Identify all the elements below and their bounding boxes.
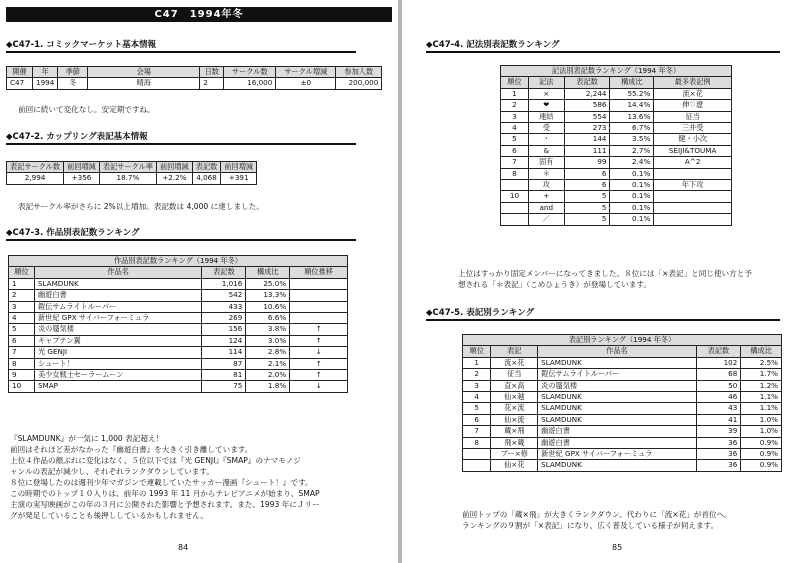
table-cell: 6 xyxy=(463,414,491,425)
table-cell: 固有 xyxy=(528,157,564,168)
table-cell: 46 xyxy=(696,392,741,403)
table-cell: 伸♡遼 xyxy=(654,100,732,111)
table-cell: 111 xyxy=(564,145,610,156)
table-cell: 2.0% xyxy=(246,370,290,381)
table-cell: ＊ xyxy=(528,168,564,179)
column-header: 前回増減 xyxy=(221,162,257,173)
table-caption: 作品別表記数ランキング（1994 年冬） xyxy=(9,256,348,267)
table-cell: 花×流 xyxy=(491,403,538,414)
table-row xyxy=(463,357,782,368)
table-cell: 炎の蜃気楼 xyxy=(34,324,202,335)
table-cell: ・ xyxy=(528,134,564,145)
table-cell: 仙×流 xyxy=(491,414,538,425)
column-header: 表記数 xyxy=(202,267,246,278)
section-4-title: ◆C47-4. 記法別表記数ランキング xyxy=(426,40,560,50)
table-cell: 114 xyxy=(202,347,246,358)
section-5-rule xyxy=(426,319,780,321)
section-3-title: ◆C47-3. 作品別表記数ランキング xyxy=(6,228,140,238)
table-row xyxy=(7,173,257,184)
table-cell: ↑ xyxy=(290,370,348,381)
work-ranking-table xyxy=(8,255,348,393)
table-cell: 年下攻 xyxy=(654,180,732,191)
column-header: 前回増減 xyxy=(156,162,192,173)
table-cell: 1.0% xyxy=(741,414,782,425)
column-header: 順位推移 xyxy=(290,267,348,278)
notation-ranking-table xyxy=(500,65,732,226)
table-header-row xyxy=(7,162,257,173)
table-header-row xyxy=(463,346,782,357)
table-cell: 124 xyxy=(202,335,246,346)
section-1-rule xyxy=(6,51,356,53)
chapter-title-bar: C47 1994年冬 xyxy=(6,7,392,22)
table-cell: 直×高 xyxy=(491,380,538,391)
table-cell: 433 xyxy=(202,301,246,312)
table-row xyxy=(9,370,348,381)
table-cell: 55.2% xyxy=(610,88,654,99)
section-3-paragraph xyxy=(10,433,320,521)
column-header: 記法 xyxy=(528,77,564,88)
table-cell: ↑ xyxy=(290,324,348,335)
table-row xyxy=(501,88,732,99)
table-cell: 6 xyxy=(564,168,610,179)
table-cell: 5 xyxy=(463,403,491,414)
table-cell: 飛×蔵 xyxy=(491,437,538,448)
table-cell: 6 xyxy=(501,145,529,156)
table-row xyxy=(501,134,732,145)
table-cell: 1 xyxy=(9,278,35,289)
table-cell: 41 xyxy=(696,414,741,425)
table-cell: 1.2% xyxy=(741,380,782,391)
paragraph-line: グが発足していることも後押ししているかもしれません。 xyxy=(10,511,208,520)
table-cell: 6 xyxy=(9,335,35,346)
table-cell xyxy=(501,202,529,213)
table-cell: C47 xyxy=(7,78,33,89)
table-cell: 2 xyxy=(200,78,224,89)
page-number: 84 xyxy=(178,543,189,552)
table-header-row xyxy=(501,77,732,88)
table-cell: 三井受 xyxy=(654,123,732,134)
right-page xyxy=(402,0,800,563)
column-header: 表記サークル率 xyxy=(99,162,156,173)
table-cell xyxy=(654,202,732,213)
table-cell: 6.7% xyxy=(610,123,654,134)
table-cell: 1 xyxy=(463,357,491,368)
table-row xyxy=(463,426,782,437)
table-cell: 幽遊白書 xyxy=(34,290,202,301)
table-cell xyxy=(463,460,491,471)
table-cell xyxy=(501,180,529,191)
table-cell: ↓ xyxy=(290,347,348,358)
table-cell: 征当 xyxy=(491,369,538,380)
table-row xyxy=(9,335,348,346)
table-cell: 5 xyxy=(564,214,610,225)
table-cell: 0.1% xyxy=(610,191,654,202)
column-header: 構成比 xyxy=(610,77,654,88)
paragraph-line: 前回はそれほど差がなかった『幽遊白書』を大きく引き離しています。 xyxy=(10,445,253,454)
table-cell: 5 xyxy=(9,324,35,335)
table-cell: 81 xyxy=(202,370,246,381)
table-cell: 2.5% xyxy=(741,357,782,368)
table-cell: 36 xyxy=(696,449,741,460)
table-cell: ❤ xyxy=(528,100,564,111)
table-cell: 13.3% xyxy=(246,290,290,301)
table-cell: 0.9% xyxy=(741,437,782,448)
section-5-title: ◆C47-5. 表記別ランキング xyxy=(426,308,534,318)
paragraph-line: 想される「＊表記」（こめひょうき）が登場しています。 xyxy=(458,280,652,289)
table-cell xyxy=(654,214,732,225)
column-header: 順位 xyxy=(463,346,491,357)
section-2-title: ◆C47-2. カップリング表記基本情報 xyxy=(6,132,148,142)
table-cell: 4 xyxy=(463,392,491,403)
table-header-row xyxy=(9,267,348,278)
column-header: 開催 xyxy=(7,67,33,78)
table-cell: 14.4% xyxy=(610,100,654,111)
table-cell: 25.0% xyxy=(246,278,290,289)
table-cell: + xyxy=(528,191,564,202)
table-cell: 幽遊白書 xyxy=(538,437,696,448)
table-cell: 蔵×飛 xyxy=(491,426,538,437)
table-cell: 36 xyxy=(696,437,741,448)
table-cell xyxy=(501,214,529,225)
table-row xyxy=(501,191,732,202)
table-row xyxy=(463,414,782,425)
table-row xyxy=(463,369,782,380)
table-cell: 鎧伝サムライトルーパー xyxy=(538,369,696,380)
table-cell: × xyxy=(528,88,564,99)
table-row xyxy=(7,78,382,89)
table-row xyxy=(9,381,348,392)
table-cell: 連結 xyxy=(528,111,564,122)
column-header: 年 xyxy=(33,67,58,78)
table-cell: 7 xyxy=(9,347,35,358)
column-header: 参加人数 xyxy=(336,67,382,78)
table-cell: 99 xyxy=(564,157,610,168)
table-row xyxy=(463,460,782,471)
page-number: 85 xyxy=(612,543,623,552)
table-cell: シュート！ xyxy=(34,358,202,369)
table-cell: 光 GENJI xyxy=(34,347,202,358)
table-cell: 0.1% xyxy=(610,180,654,191)
table-cell: 0.1% xyxy=(610,214,654,225)
table-cell: 仙×越 xyxy=(491,392,538,403)
table-cell: 7 xyxy=(501,157,529,168)
table-cell: 68 xyxy=(696,369,741,380)
column-header: 表記数 xyxy=(192,162,221,173)
table-cell: 2.4% xyxy=(610,157,654,168)
table-cell: 美少女戦士セーラームーン xyxy=(34,370,202,381)
table-cell: キャプテン翼 xyxy=(34,335,202,346)
table-cell: 542 xyxy=(202,290,246,301)
column-header: 前回増減 xyxy=(64,162,100,173)
column-header: 作品名 xyxy=(34,267,202,278)
table-cell: 健・小次 xyxy=(654,134,732,145)
column-header: サークル数 xyxy=(224,67,276,78)
basic-info-table xyxy=(6,66,382,90)
column-header: 表記数 xyxy=(696,346,741,357)
table-cell: 13.6% xyxy=(610,111,654,122)
table-cell: and xyxy=(528,202,564,213)
table-cell: 2,994 xyxy=(7,173,64,184)
table-row xyxy=(463,437,782,448)
table-cell xyxy=(290,313,348,324)
table-header-row xyxy=(7,67,382,78)
table-cell: 36 xyxy=(696,460,741,471)
table-cell xyxy=(463,449,491,460)
table-cell: 征当 xyxy=(654,111,732,122)
table-cell: 受 xyxy=(528,123,564,134)
table-cell: 1 xyxy=(501,88,529,99)
table-cell: 新世紀 GPX サイバーフォーミュラ xyxy=(34,313,202,324)
table-cell: 3.5% xyxy=(610,134,654,145)
section-3-rule xyxy=(6,239,356,241)
table-cell: 1.7% xyxy=(741,369,782,380)
table-cell: 7 xyxy=(463,426,491,437)
section-4-rule xyxy=(426,51,780,53)
table-row xyxy=(501,111,732,122)
table-cell: +356 xyxy=(64,173,100,184)
table-row xyxy=(501,157,732,168)
table-cell: 273 xyxy=(564,123,610,134)
table-cell xyxy=(290,301,348,312)
table-cell: 3.8% xyxy=(246,324,290,335)
table-cell: 流×花 xyxy=(654,88,732,99)
column-header: 会場 xyxy=(88,67,200,78)
table-cell: 2.8% xyxy=(246,347,290,358)
table-cell: SLAMDUNK xyxy=(538,392,696,403)
table-cell: 1.1% xyxy=(741,403,782,414)
paragraph-line: 『SLAMDUNK』が一気に 1,000 表記超え！ xyxy=(10,434,164,443)
table-row xyxy=(463,449,782,460)
column-header: 順位 xyxy=(9,267,35,278)
table-row xyxy=(9,290,348,301)
table-cell: 87 xyxy=(202,358,246,369)
coupling-info-table xyxy=(6,161,257,185)
table-cell: 1,016 xyxy=(202,278,246,289)
table-row xyxy=(9,278,348,289)
table-cell: 6 xyxy=(564,180,610,191)
paragraph-line: この時期でのトップ１０入りは、前年の 1993 年 11 月からテレビアニメが始まり、SMAP xyxy=(10,489,320,498)
table-cell: 10 xyxy=(501,191,529,202)
table-cell: 0.1% xyxy=(610,202,654,213)
column-header: 構成比 xyxy=(246,267,290,278)
table-cell: 75 xyxy=(202,381,246,392)
table-cell: 6.6% xyxy=(246,313,290,324)
table-cell: 5 xyxy=(564,202,610,213)
table-cell: 5 xyxy=(501,134,529,145)
table-cell: 新世紀 GPX サイバーフォーミュラ xyxy=(538,449,696,460)
table-cell: 8 xyxy=(463,437,491,448)
table-cell: 200,000 xyxy=(336,78,382,89)
table-cell: SLAMDUNK xyxy=(538,403,696,414)
table-cell: 43 xyxy=(696,403,741,414)
table-cell: 冬 xyxy=(58,78,88,89)
paragraph-line: ャンルの表記が減少し、それぞれランクダウンしています。 xyxy=(10,467,214,476)
table-cell: 3.0% xyxy=(246,335,290,346)
table-cell: ↓ xyxy=(290,381,348,392)
table-cell: 102 xyxy=(696,357,741,368)
table-cell: 156 xyxy=(202,324,246,335)
table-cell: 炎の蜃気楼 xyxy=(538,380,696,391)
table-cell: 幽遊白書 xyxy=(538,426,696,437)
table-cell: 0.9% xyxy=(741,460,782,471)
table-cell: 2.7% xyxy=(610,145,654,156)
column-header: 日数 xyxy=(200,67,224,78)
table-cell: 9 xyxy=(9,370,35,381)
table-row xyxy=(501,123,732,134)
table-cell xyxy=(654,191,732,202)
table-row xyxy=(501,202,732,213)
table-cell: 2 xyxy=(9,290,35,301)
table-cell: 144 xyxy=(564,134,610,145)
table-cell: SEIJI&TOUMA xyxy=(654,145,732,156)
table-cell: 1994 xyxy=(33,78,58,89)
table-cell: +391 xyxy=(221,173,257,184)
table-cell: 0.1% xyxy=(610,168,654,179)
table-cell: 2.1% xyxy=(246,358,290,369)
table-cell: 攻 xyxy=(528,180,564,191)
table-cell: SMAP xyxy=(34,381,202,392)
paragraph-line: 主演の実写映画がこの年の３月に公開された影響と予想されます。また、1993 年にＪリー xyxy=(10,500,320,509)
table-row xyxy=(501,168,732,179)
table-cell: 流×花 xyxy=(491,357,538,368)
section-4-paragraph xyxy=(458,268,752,290)
table-cell: 4 xyxy=(501,123,529,134)
column-header: 表記数 xyxy=(564,77,610,88)
table-cell: 586 xyxy=(564,100,610,111)
table-cell: A^2 xyxy=(654,157,732,168)
paragraph-line: 上位はすっかり固定メンバーになってきました。８位には「×表記」と同じ使い方と予 xyxy=(458,269,752,278)
table-caption: 表記別ランキング（1994 年冬） xyxy=(463,335,782,346)
table-caption: 記法別表記数ランキング（1994 年冬） xyxy=(501,66,732,77)
table-cell: 鎧伝サムライトルーパー xyxy=(34,301,202,312)
column-header: 表記サークル数 xyxy=(7,162,64,173)
section-2-note: 表記サークル率がさらに 2%以上増加。表記数は 4,000 に達しました。 xyxy=(18,202,264,211)
column-header: 順位 xyxy=(501,77,529,88)
table-cell: 1.8% xyxy=(246,381,290,392)
table-cell: 0.9% xyxy=(741,449,782,460)
table-cell: 4 xyxy=(9,313,35,324)
table-cell: 16,000 xyxy=(224,78,276,89)
table-cell: 8 xyxy=(501,168,529,179)
table-row xyxy=(463,403,782,414)
table-cell: 2,244 xyxy=(564,88,610,99)
column-header: 作品名 xyxy=(538,346,696,357)
column-header: 構成比 xyxy=(741,346,782,357)
table-cell: 8 xyxy=(9,358,35,369)
table-cell xyxy=(654,168,732,179)
table-cell: ブー×修 xyxy=(491,449,538,460)
table-cell: ／ xyxy=(528,214,564,225)
table-cell: ↑ xyxy=(290,335,348,346)
column-header: 表記 xyxy=(491,346,538,357)
table-cell: 2 xyxy=(501,100,529,111)
table-row xyxy=(9,313,348,324)
table-cell: 50 xyxy=(696,380,741,391)
paragraph-line: 前回トップの「蔵×飛」が大きくランクダウン。代わりに「流×花」が首位へ。 xyxy=(462,510,732,519)
section-1-title: ◆C47-1. コミックマーケット基本情報 xyxy=(6,40,157,50)
paragraph-line: ランキングの９割が「×表記」になり、広く普及している様子が伺えます。 xyxy=(462,521,719,530)
table-cell: ↑ xyxy=(290,358,348,369)
table-cell: ±0 xyxy=(276,78,336,89)
table-cell: SLAMDUNK xyxy=(538,460,696,471)
notation-pair-ranking-table xyxy=(462,334,782,472)
table-row xyxy=(463,392,782,403)
column-header: 季節 xyxy=(58,67,88,78)
table-cell xyxy=(290,290,348,301)
section-1-note: 前回に続いて変化なし。安定期ですね。 xyxy=(18,105,155,114)
table-row xyxy=(9,324,348,335)
table-cell: 1.1% xyxy=(741,392,782,403)
table-row xyxy=(501,214,732,225)
table-cell: & xyxy=(528,145,564,156)
column-header: 最多表記例 xyxy=(654,77,732,88)
section-2-rule xyxy=(6,143,356,145)
table-cell: 晴海 xyxy=(88,78,200,89)
table-cell: 仙×花 xyxy=(491,460,538,471)
table-cell: SLAMDUNK xyxy=(34,278,202,289)
table-cell: 10 xyxy=(9,381,35,392)
paragraph-line: ８位に登場したのは週刊少年マガジンで連載していたサッカー漫画『シュート！』です。 xyxy=(10,478,313,487)
table-cell: SLAMDUNK xyxy=(538,357,696,368)
table-cell: SLAMDUNK xyxy=(538,414,696,425)
section-5-paragraph xyxy=(462,509,732,531)
table-row xyxy=(9,347,348,358)
table-cell: 1.0% xyxy=(741,426,782,437)
left-page xyxy=(0,0,398,563)
table-cell: 18.7% xyxy=(99,173,156,184)
table-cell: 10.6% xyxy=(246,301,290,312)
table-cell: 4,068 xyxy=(192,173,221,184)
table-row xyxy=(463,380,782,391)
table-cell: 554 xyxy=(564,111,610,122)
table-row xyxy=(501,100,732,111)
table-cell: 5 xyxy=(564,191,610,202)
table-row xyxy=(501,145,732,156)
paragraph-line: 上位４作品の顔ぶれに変化はなく、５位以下では『光 GENJI』『SMAP』のナマモノジ xyxy=(10,456,301,465)
table-cell: 3 xyxy=(9,301,35,312)
table-row xyxy=(9,301,348,312)
table-row xyxy=(9,358,348,369)
table-cell: 2 xyxy=(463,369,491,380)
table-row xyxy=(501,180,732,191)
table-cell: 269 xyxy=(202,313,246,324)
table-cell: 39 xyxy=(696,426,741,437)
table-cell: 3 xyxy=(463,380,491,391)
table-cell xyxy=(290,278,348,289)
column-header: サークル増減 xyxy=(276,67,336,78)
table-cell: +2.2% xyxy=(156,173,192,184)
table-cell: 3 xyxy=(501,111,529,122)
